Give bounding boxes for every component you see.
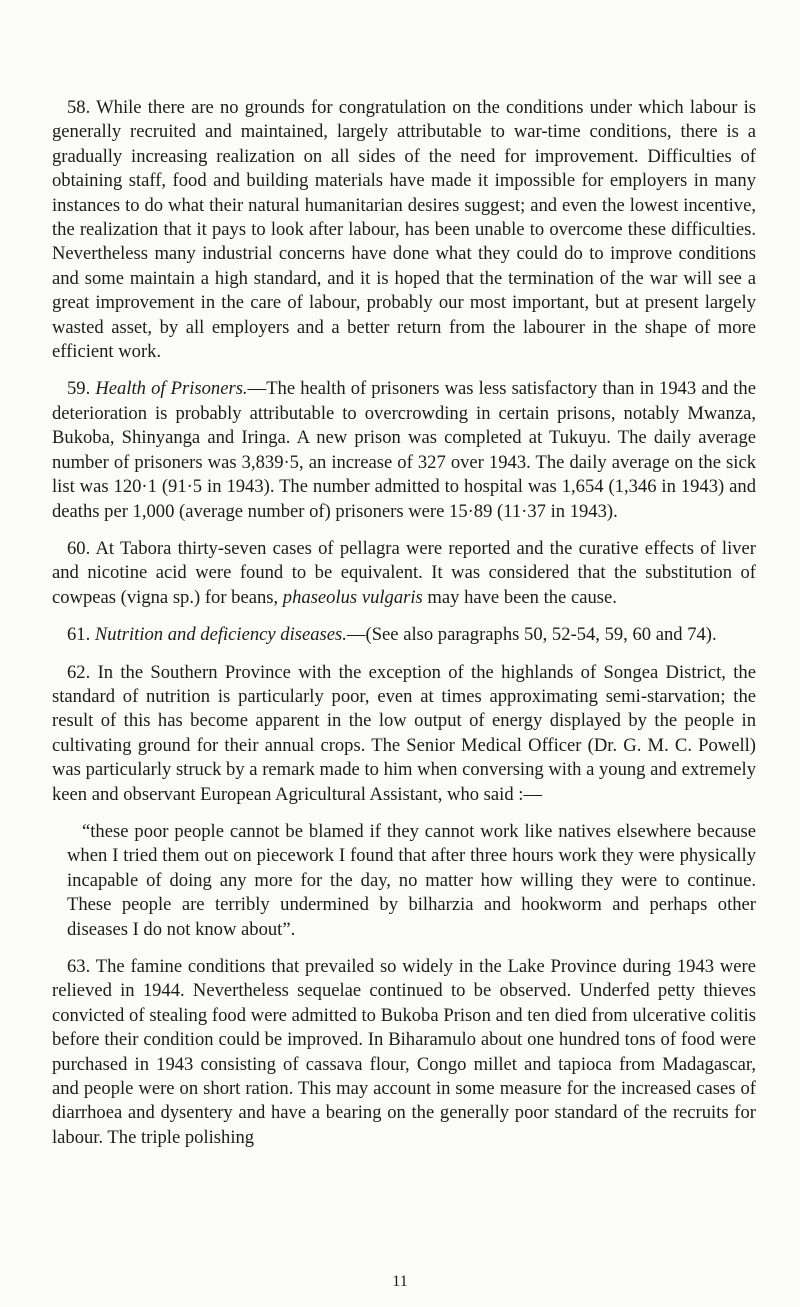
paragraph-heading: Nutrition and deficiency diseases. — [94, 624, 347, 646]
paragraph-text: In the Southern Province with the exception of the highlands of Songea District, the standard of nutrition is particularly poor, even at times approximating semi-starvation; the result of this has become apparent in the low output of energy displayed by the people in cultivating ground for their annual crops. The Senior Medical Officer (Dr. G. M. C. Powell) was particularly struck by a remark made to him when conversing with a young and extremely keen and observant European Agricultural Assistant, who said :— — [52, 661, 756, 805]
page-number: 11 — [392, 1273, 408, 1290]
paragraph-60 — [52, 537, 756, 610]
paragraph-heading: Health of Prisoners. — [95, 378, 248, 400]
paragraph-text: At Tabora thirty-seven cases of pellagra were reported and the curative effects of liver and nicotine acid were found to be equivalent. It was considered that the substitution of cowpeas (vigna sp.) for beans, — [52, 537, 756, 608]
paragraph-number: 62. — [67, 661, 91, 683]
paragraph-number: 60. — [67, 537, 91, 559]
paragraph-59 — [52, 377, 756, 523]
paragraph-text-end: may have been the cause. — [422, 586, 617, 608]
paragraph-58 — [52, 96, 756, 364]
paragraph-62 — [52, 661, 756, 807]
paragraph-text: While there are no grounds for congratulation on the conditions under which labour is generally recruited and maintained, largely attributable to war-time conditions, there is a gradually increasing realization on all sides of the need for improvement. Difficulties of obtaining staff, food and building materials have made it impossible for employers in many instances to do what their natural humanitarian desires suggest; and even the lowest incentive, the realization that it pays to look after labour, has been unable to overcome these difficulties. Nevertheless many industrial concerns have done what they could do to improve conditions and some maintain a high standard, and it is hoped that the termination of the war will see a great improvement in the care of labour, probably our most important, but at present largely wasted asset, by all employers and a better return from the labourer in the shape of more efficient work. — [52, 97, 756, 363]
paragraph-number: 59. — [67, 378, 91, 400]
species-name: phaseolus vulgaris — [282, 586, 423, 608]
paragraph-number: 58. — [67, 97, 91, 118]
paragraph-text: —The health of prisoners was less satisfactory than in 1943 and the deterioration is probably attributable to overcrowding in certain prisons, notably Mwanza, Bukoba, Shinyanga and Iringa. A new prison was completed at Tukuyu. The daily average number of prisoners was 3,839·5, an increase of 327 over 1943. The daily average on the sick list was 120·1 (91·5 in 1943). The number admitted to hospital was 1,654 (1,346 in 1943) and deaths per 1,000 (average number of) prisoners were 15·89 (11·37 in 1943). — [52, 378, 756, 522]
paragraph-63 — [52, 955, 756, 1150]
paragraph-number: 63. — [67, 956, 91, 977]
paragraph-text: The famine conditions that prevailed so widely in the Lake Province during 1943 were relieved in 1944. Nevertheless sequelae continued to be observed. Underfed petty thieves convicted of stealing food were admitted to Bukoba Prison and ten died from ulcerative colitis before their condition could be improved. In Biharamulo about one hundred tons of food were purchased in 1943 consisting of cassava flour, Congo millet and tapioca from Madagascar, and people were on short ration. This may account in some measure for the increased cases of diarrhoea and dysentery and have a bearing on the generally poor standard of the recruits for labour. The triple polishing — [52, 956, 756, 1148]
document-body — [52, 96, 756, 1163]
paragraph-61 — [52, 623, 756, 647]
paragraph-text: —(See also paragraphs 50, 52-54, 59, 60 and 74). — [346, 624, 717, 646]
block-quote: “these poor people cannot be blamed if they cannot work like natives elsewhere because when I tried them out on piecework I found that after three hours work they were physically incapable of doing any more for the day, no matter how willing they were to continue. These people are terribly undermined by bilharzia and hookworm and perhaps other diseases I do not know about”. — [67, 820, 756, 940]
paragraph-number: 61. — [67, 624, 91, 646]
